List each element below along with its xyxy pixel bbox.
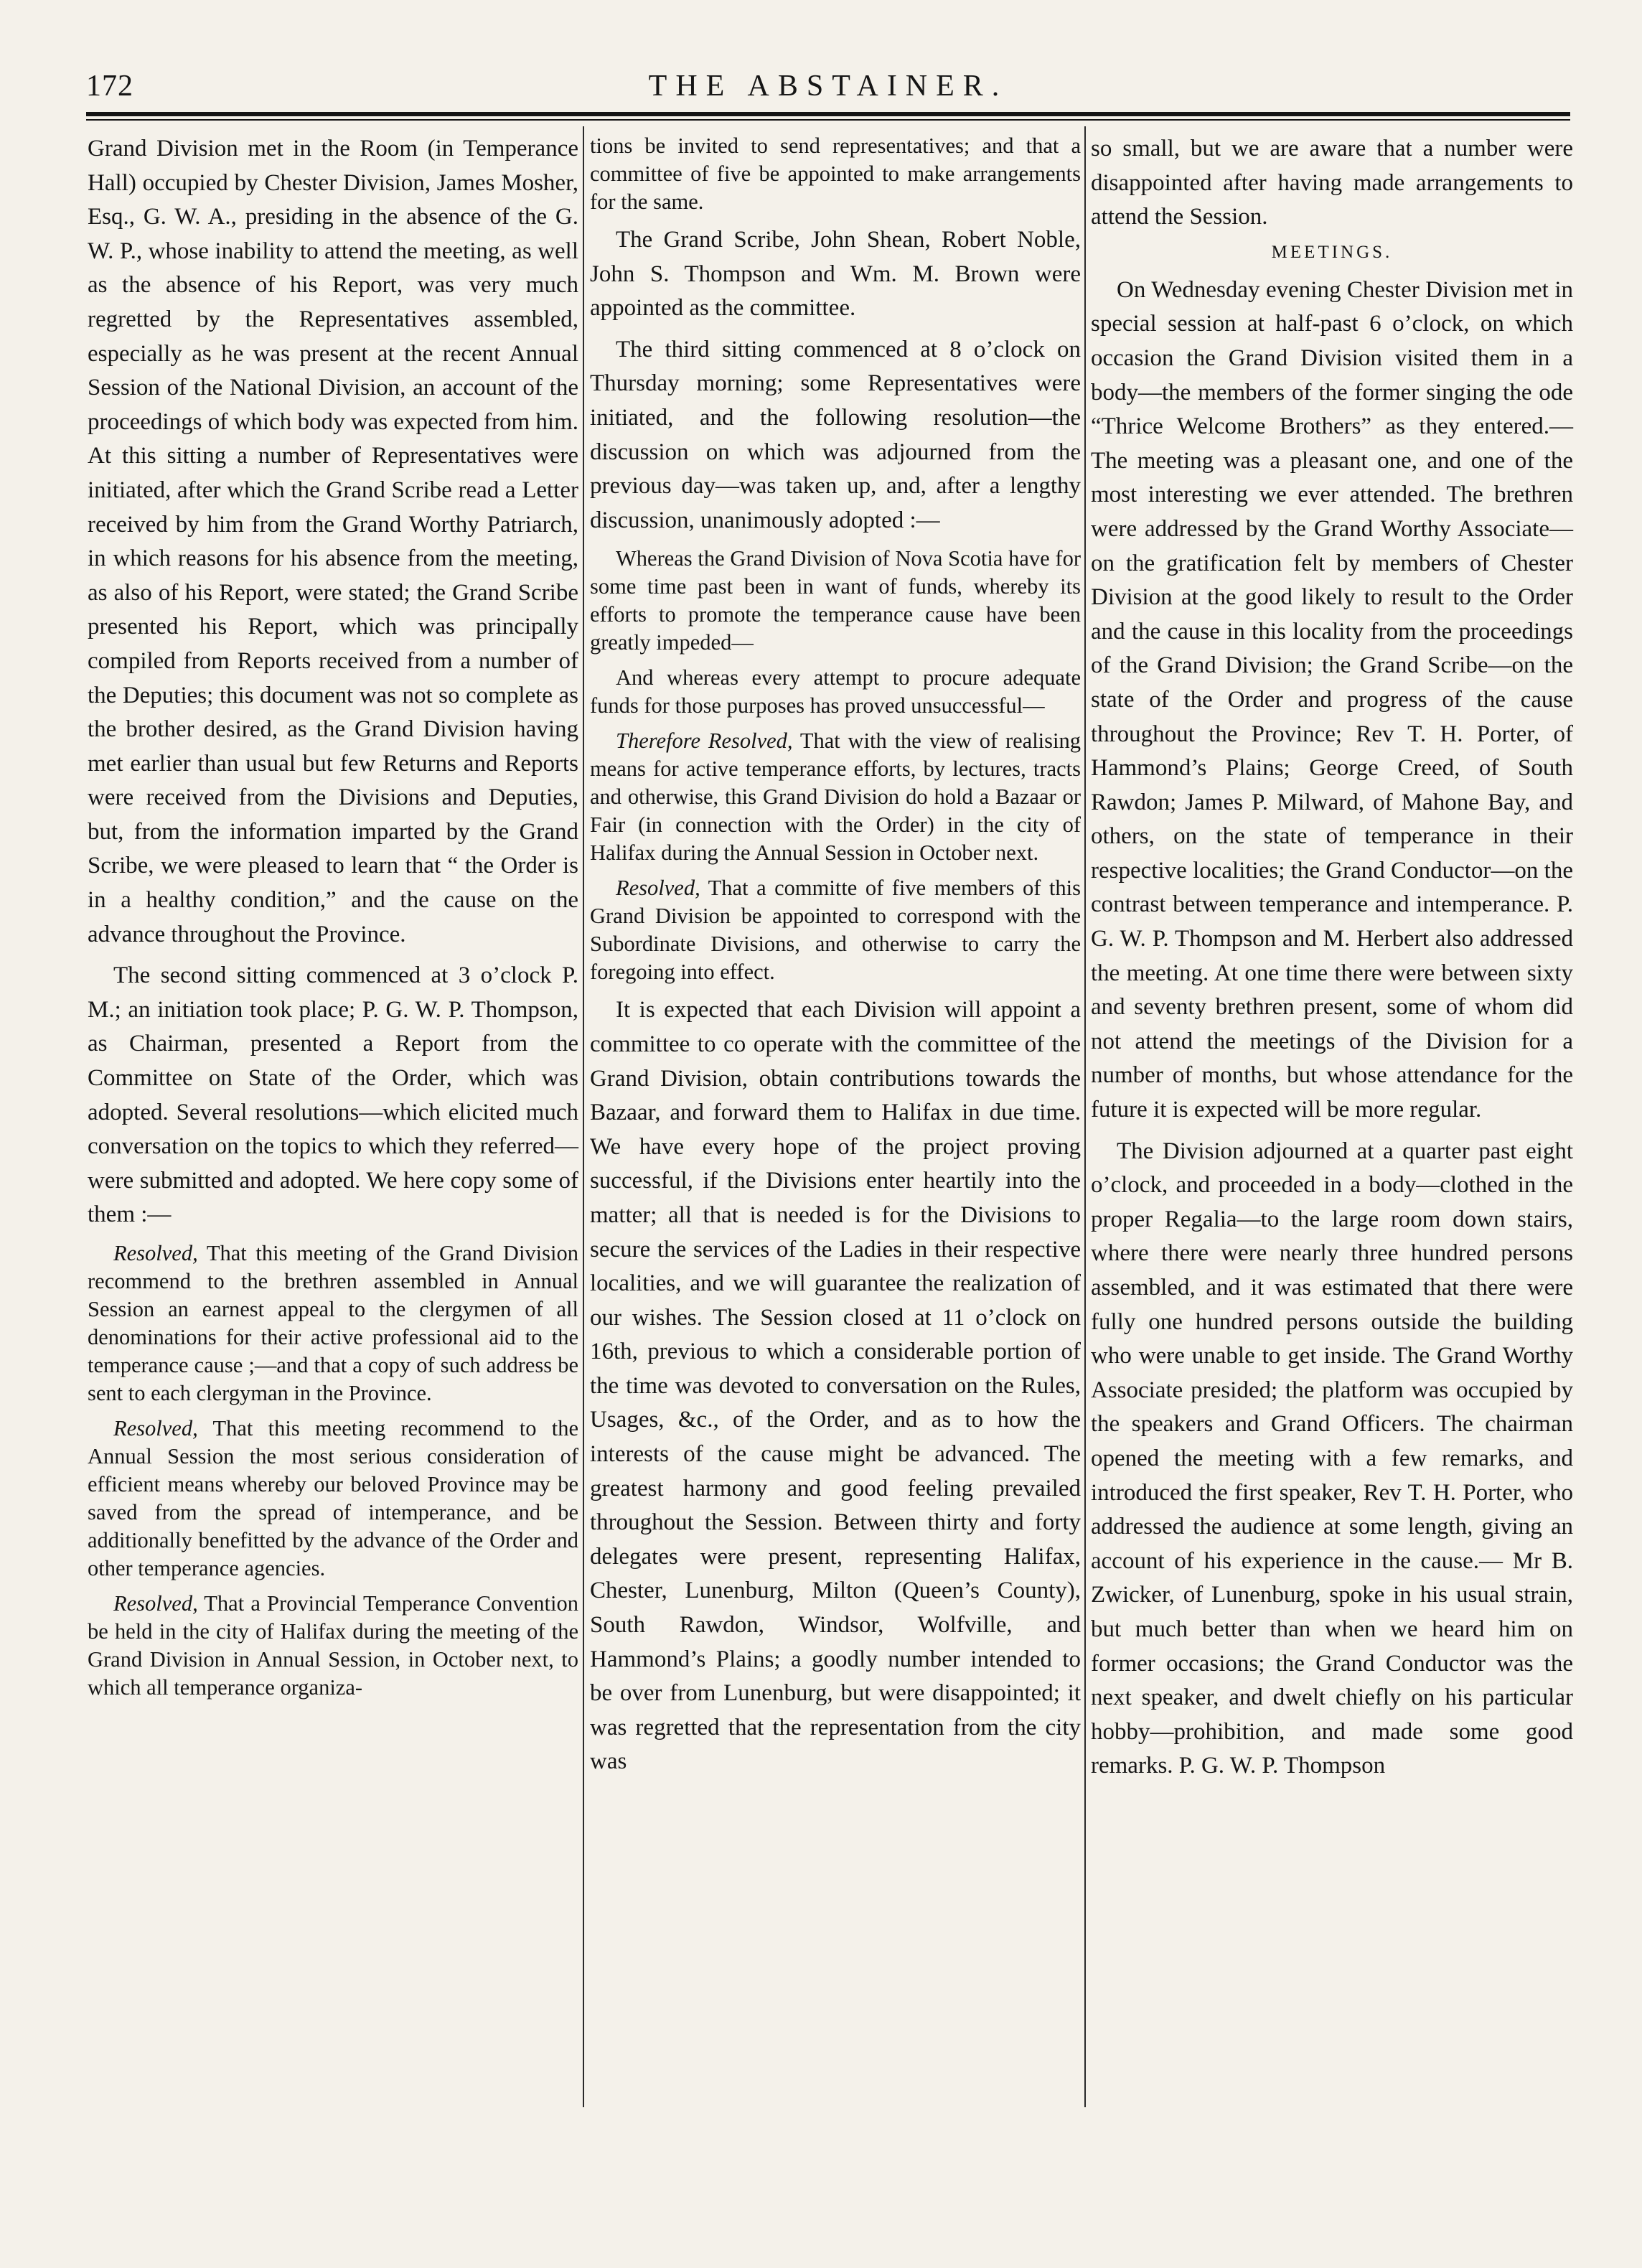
paragraph: Grand Division met in the Room (in Temperance Hall) occupied by Chester Division, James Mosher, Esq., G. W. A., presiding in the absence of the G. W. P., whose inability to attend the meeting, as well as the absence of his Report, was very much regretted by the Representatives assembled, especially as he was present at the recent Annual Session of the National Division, an account of the proceedings of which body was expected from him. At this sitting a number of Representatives were initiated, after which the Grand Scribe read a Letter received by him from the Grand Worthy Patriarch, in which reasons for his absence from the meeting, as also of his Report, were stated; the Grand Scribe presented his Report, which was principally compiled from Reports received from a number of the Deputies; this document was not so complete as the brother desired, as the Grand Division having met earlier than usual but few Returns and Reports were received from the Divisions and Deputies, but, from the information imparted by the Grand Scribe, we were pleased to learn that “ the Order is in a healthy condition,” and the cause on the advance throughout the Province. — [88, 136, 578, 947]
resolution-text: That this meeting recommend to the Annual Session the most serious consideration of efficient means whereby our beloved Province may be saved from the spread of intemperance, and be additionally benefitted by the advance of the Order and other temperance agencies. — [88, 1416, 578, 1580]
resolution-lead: Resolved, — [113, 1416, 198, 1440]
resolution-lead: Resolved, — [113, 1241, 198, 1265]
column-divider — [1084, 126, 1086, 2107]
resolution — [590, 727, 1081, 867]
header-rule-thin — [86, 119, 1570, 121]
paragraph: Whereas the Grand Division of Nova Scotia have for some time past been in want of funds, whereby its efforts to promote the temperance cause have been greatly impeded— — [590, 546, 1081, 655]
page-header — [86, 66, 1570, 112]
column-divider — [583, 126, 584, 2107]
resolution — [88, 1415, 578, 1583]
resolution-text: That this meeting of the Grand Division recommend to the brethren assembled in Annual Session an earnest appeal to the clergymen of all denominations for their active professional aid to the temperance cause ;—and that a copy of such address be sent to each clergyman in the Province. — [88, 1241, 578, 1405]
paragraph: The Grand Scribe, John Shean, Robert Noble, John S. Thompson and Wm. M. Brown were appointed as the committee. — [590, 227, 1081, 322]
text-column-1 — [88, 132, 578, 1702]
paragraph: tions be invited to send representatives; and that a committee of five be appointed to make arrangements for the same. — [590, 133, 1081, 214]
text-column-2 — [590, 132, 1081, 1779]
paragraph: The Division adjourned at a quarter past eight o’clock, and proceeded in a body—clothed in the proper Regalia—to the large room down stairs, where there were nearly three hundred persons assembled, and it was estimated that there were fully one hundred persons outside the building who were unable to get inside. The Grand Worthy Associate presided; the platform was occupied by the speakers and Grand Officers. The chairman opened the meeting with a few remarks, and introduced the first speaker, Rev T. H. Porter, who addressed the audience at some length, giving an account of his experience in the cause.— Mr B. Zwicker, of Lunenburg, spoke in his usual strain, but much better than when we heard him on former occasions; the Grand Conductor was the next speaker, and dwelt chiefly on his particular hobby—prohibition, and made some good remarks. P. G. W. P. Thompson — [1091, 1138, 1573, 1779]
resolution — [590, 874, 1081, 986]
paragraph: The second sitting commenced at 3 o’clock P. M.; an initiation took place; P. G. W. P. Thompson, as Chairman, presented a Report from the Committee on State of the Order, which was adopted. Several resolutions—which elicited much conversation on the topics to which they referred—were submitted and adopted. We here copy some of them :— — [88, 962, 578, 1228]
resolution — [88, 1240, 578, 1407]
paragraph: On Wednesday evening Chester Division met in special session at half-past 6 o’clock, on which occasion the Grand Division visited them in a body—the members of the former singing the ode “Thrice Welcome Brothers” as they entered.— The meeting was a pleasant one, and one of the most interesting we ever attended. The brethren were addressed by the Grand Worthy Associate—on the gratification felt by members of Chester Division at the good likely to result to the Order and the cause in this locality from the proceedings of the Grand Division; the Grand Scribe—on the state of the Order and progress of the cause throughout the Province; Rev T. H. Porter, of Hammond’s Plains; George Creed, of South Rawdon; James P. Milward, of Mahone Bay, and others, on the state of temperance in their respective localities; the Grand Conductor—on the contrast between temperance and intemperance. P. G. W. P. Thompson and M. Herbert also addressed the meeting. At one time there were between sixty and seventy brethren present, some of whom did not attend the meetings of the Division for a number of months, but whose attendance for the future it is expected will be more regular. — [1091, 276, 1573, 1123]
resolution-text: That a Provincial Temperance Convention be held in the city of Halifax during the meeting of the Grand Division in Annual Session, in October next, to which all temperance organiza- — [88, 1591, 578, 1700]
paragraph: so small, but we are aware that a number were disappointed after having made arrangements to attend the Session. — [1091, 136, 1573, 230]
section-heading: MEETINGS. — [1271, 242, 1393, 262]
header-rule — [86, 112, 1570, 116]
paragraph: And whereas every attempt to procure adequate funds for those purposes has proved unsuccessful— — [590, 665, 1081, 718]
resolution — [88, 1590, 578, 1702]
running-title: THE ABSTAINER. — [648, 70, 1008, 103]
resolution-lead: Resolved, — [113, 1591, 198, 1616]
page-number: 172 — [86, 70, 133, 103]
resolution-text: That with the view of realising means for active temperance efforts, by lectures, tracts and otherwise, this Grand Division do hold a Bazaar or Fair (in connection with the Order) in the city of Halifax during the Annual Session in October next. — [590, 728, 1081, 866]
paragraph: It is expected that each Division will appoint a committee to co operate with the committee of the Grand Division, obtain contributions towards the Bazaar, and forward them to Halifax in due time. We have every hope of the project proving successful, if the Divisions enter heartily into the matter; all that is needed is for the Divisions to secure the services of the Ladies in their respective localities, and we will guarantee the realization of our wishes. The Session closed at 11 o’clock on 16th, previous to which a considerable portion of the time was devoted to conversation on the Rules, Usages, &c., of the Order, and as to how the interests of the cause might be advanced. The greatest harmony and good feeling prevailed throughout the Session. Between thirty and forty delegates were present, representing Halifax, Chester, Lunenburg, Milton (Queen’s County), South Rawdon, Windsor, Wolfville, and Hammond’s Plains; a goodly number intended to be over from Lunenburg, but were disappointed; it was regretted that the representation from the city was — [590, 997, 1081, 1775]
resolution-lead: Therefore Resolved, — [616, 728, 793, 754]
text-column-3 — [1091, 132, 1573, 1784]
resolution-text: That a committe of five members of this Grand Division be appointed to correspond with the Subordinate Divisions, and otherwise to carry the foregoing into effect. — [590, 876, 1081, 985]
paragraph: The third sitting commenced at 8 o’clock on Thursday morning; some Representatives were initiated, and the following resolution—the discussion on which was adjourned from the previous day—was taken up, and, after a lengthy discussion, unanimously adopted :— — [590, 336, 1081, 533]
resolution-lead: Resolved, — [616, 876, 700, 901]
